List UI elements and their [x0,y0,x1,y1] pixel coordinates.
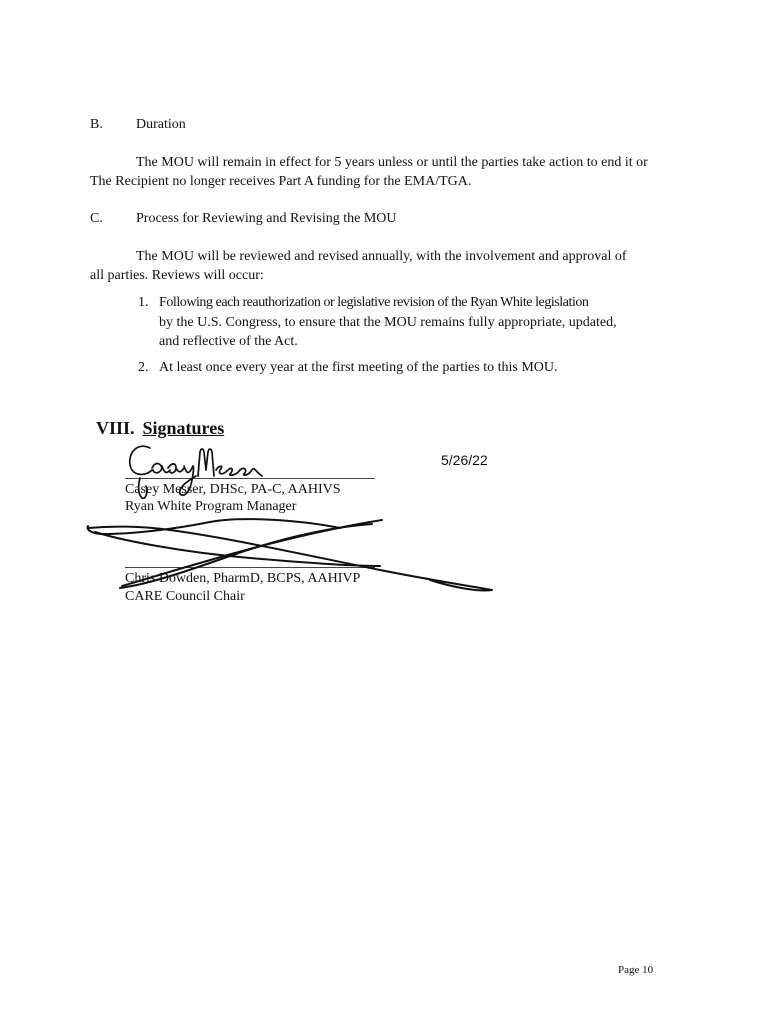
section-b-paragraph-line-1: The MOU will remain in effect for 5 years unless or until the parties take action to end it or [136,155,648,170]
signer-2-role: CARE Council Chair [125,589,245,604]
list-item-line: by the U.S. Congress, to ensure that the MOU remains fully appropriate, updated, [159,315,617,330]
signatures-title: Signatures [142,418,225,438]
signature-line-2 [125,567,375,568]
signer-1-role: Ryan White Program Manager [125,499,297,514]
section-c-title: Process for Reviewing and Revising the MOU [136,211,397,226]
signature-date: 5/26/22 [441,452,488,468]
page-number: Page 10 [618,964,654,976]
list-item-line: and reflective of the Act. [159,334,298,349]
signatures-heading [96,418,224,439]
section-c-paragraph-line-1: The MOU will be reviewed and revised annually, with the involvement and approval of [136,249,627,264]
signer-1-name: Casey Messer, DHSc, PA-C, AAHIVS [125,482,341,497]
section-b-paragraph-line-2: The Recipient no longer receives Part A funding for the EMA/TGA. [90,174,472,189]
signature-line-1 [125,478,375,479]
signatures-section-number: VIII. [96,418,135,438]
list-item-number: 2. [138,360,149,375]
list-item-number: 1. [138,295,149,310]
list-item-line: Following each reauthorization or legislative revision of the Ryan White legislation [159,295,589,310]
section-b-title: Duration [136,117,186,132]
section-b-letter: B. [90,117,103,132]
section-c-letter: C. [90,211,103,226]
list-item-line: At least once every year at the first meeting of the parties to this MOU. [159,360,558,375]
section-c-paragraph-line-2: all parties. Reviews will occur: [90,268,264,283]
signer-2-name: Chris Dowden, PharmD, BCPS, AAHIVP [125,571,361,586]
